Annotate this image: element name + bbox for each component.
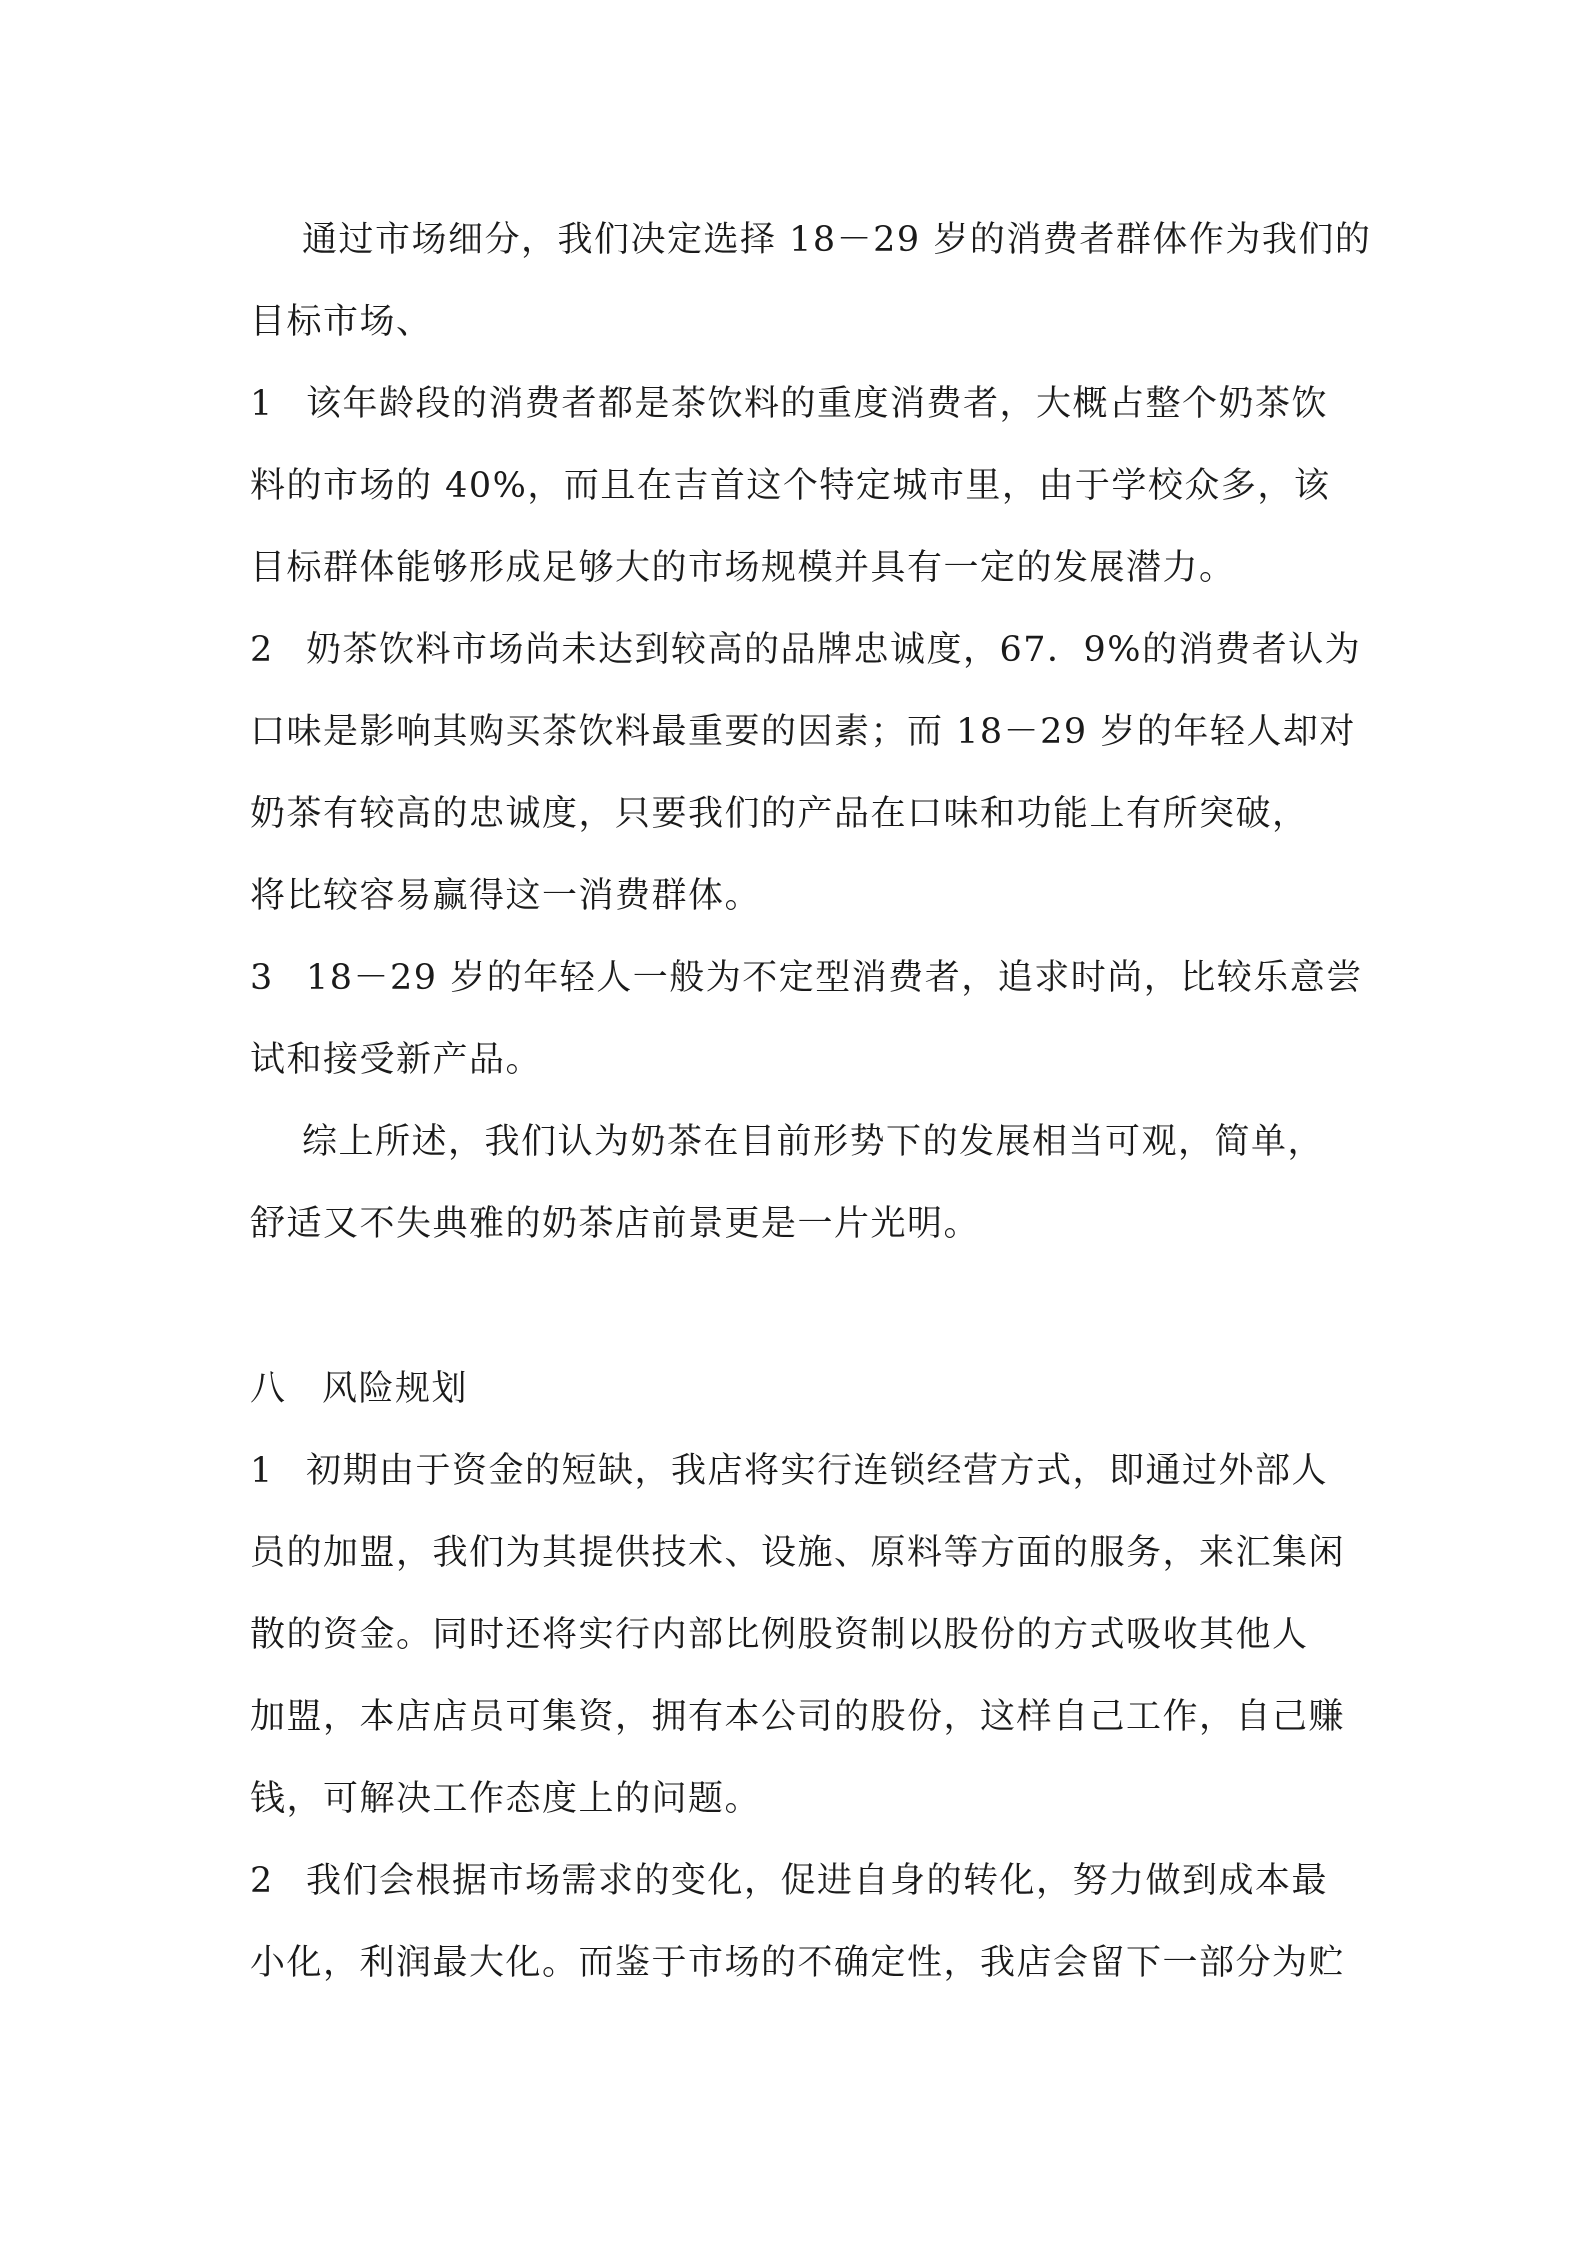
list-item-3-line: 试和接受新产品。 (250, 1040, 543, 1080)
list-item-2-line: 将比较容易赢得这一消费群体。 (250, 876, 762, 916)
risk-item-1-line: 1 初期由于资金的短缺，我店将实行连锁经营方式，即通过外部人 (250, 1451, 1329, 1491)
list-number: 2 (250, 630, 274, 670)
risk-item-1-line: 加盟，本店店员可集资，拥有本公司的股份，这样自己工作，自己赚 (250, 1697, 1346, 1737)
list-item-1-line: 目标群体能够形成足够大的市场规模并具有一定的发展潜力。 (250, 548, 1236, 588)
paragraph-line: 通过市场细分，我们决定选择 18－29 岁的消费者群体作为我们的 (302, 220, 1372, 260)
list-number: 1 (250, 1451, 274, 1491)
list-item-1-line: 料的市场的 40%，而且在吉首这个特定城市里，由于学校众多，该 (250, 466, 1331, 506)
section-number: 八 (250, 1369, 287, 1409)
section-heading: 八 风险规划 (250, 1369, 469, 1409)
list-item-2-line: 口味是影响其购买茶饮料最重要的因素；而 18－29 岁的年轻人却对 (250, 712, 1356, 752)
paragraph-line: 目标市场、 (250, 302, 433, 342)
risk-item-1-line: 员的加盟，我们为其提供技术、设施、原料等方面的服务，来汇集闲 (250, 1533, 1346, 1573)
list-item-1-line: 1 该年龄段的消费者都是茶饮料的重度消费者，大概占整个奶茶饮 (250, 384, 1329, 424)
list-number: 2 (250, 1861, 274, 1901)
risk-item-2-line: 小化，利润最大化。而鉴于市场的不确定性，我店会留下一部分为贮 (250, 1943, 1346, 1983)
risk-item-1-line: 钱，可解决工作态度上的问题。 (250, 1779, 762, 1819)
list-item-3-line: 3 18－29 岁的年轻人一般为不定型消费者，追求时尚，比较乐意尝 (250, 958, 1363, 998)
list-item-2-line: 奶茶有较高的忠诚度，只要我们的产品在口味和功能上有所突破， (250, 794, 1309, 834)
summary-line: 综上所述，我们认为奶茶在目前形势下的发展相当可观，简单， (302, 1122, 1325, 1162)
list-number: 1 (250, 384, 274, 424)
list-item-2-line: 2 奶茶饮料市场尚未达到较高的品牌忠诚度，67．9%的消费者认为 (250, 630, 1362, 670)
list-number: 3 (250, 958, 274, 998)
risk-item-1-line: 散的资金。同时还将实行内部比例股资制以股份的方式吸收其他人 (250, 1615, 1309, 1655)
summary-line: 舒适又不失典雅的奶茶店前景更是一片光明。 (250, 1204, 981, 1244)
risk-item-2-line: 2 我们会根据市场需求的变化，促进自身的转化，努力做到成本最 (250, 1861, 1329, 1901)
